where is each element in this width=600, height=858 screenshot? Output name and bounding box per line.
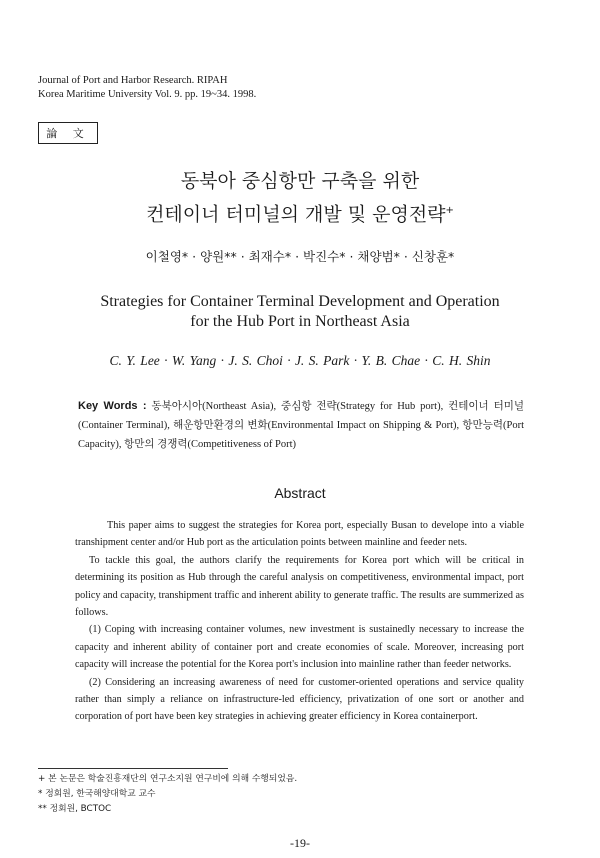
abstract-paragraph: This paper aims to suggest the strategies for Korea port, especially Busan to develope into a viable transhipment center and/or Hub port as the articulation points between mainline and feeder nets. <box>75 520 524 549</box>
english-title <box>0 292 600 332</box>
korean-title-line-2 <box>0 196 600 229</box>
journal-line-2: Korea Maritime University Vol. 9. pp. 19~34. 1998. <box>38 89 257 100</box>
footnote-author-affiliation-2: ** 정회원, BCTOC <box>38 804 112 814</box>
keywords-label: Key Words : <box>78 400 147 412</box>
journal-line-1: Journal of Port and Harbor Research. RIPAH <box>38 75 228 86</box>
english-authors: C. Y. Lee · W. Yang · J. S. Choi · J. S. Park · Y. B. Chae · C. H. Shin <box>109 353 491 368</box>
korean-title-line-2-text: 컨테이너 터미널의 개발 및 운영전략 <box>146 203 446 226</box>
article-type-tag: 論 文 <box>38 122 98 144</box>
footnote-divider <box>38 768 228 769</box>
abstract-paragraph: To tackle this goal, the authors clarify the requirements for Korea port which will be critical in determining its position as Hub through the careful analysis on competitiveness, environmental impact, port policy and capacity, transhipment traffic and inherent ability to generate traffic. The results are summerized as follows. <box>75 554 524 619</box>
abstract-heading: Abstract <box>274 485 326 501</box>
korean-title <box>0 166 600 229</box>
abstract-body <box>75 517 524 726</box>
korean-title-line-1: 동북아 중심항만 구축을 위한 <box>180 170 420 192</box>
english-title-line-1: Strategies for Container Terminal Development and Operation <box>100 293 500 310</box>
footnote-funding: + 본 논문은 학술진흥재단의 연구소지원 연구비에 의해 수행되었음. <box>38 774 298 784</box>
abstract-paragraph: (1) Coping with increasing container volumes, new investment is sustainedly necessary to increase the capacity and inherent ability of container port and create economies of scale. Moreover, increasing port capacity will increase the potential for the Korea port's inclusion into mainline rather than feeder networks. <box>75 624 524 671</box>
abstract-paragraph: (2) Considering an increasing awareness of need for customer-oriented operations and service quality rather than simply a reliance on infrastructure-led efficiency, privatization of one sort or another and corporation of port have been key strategies in achieving greater efficiency in Korea containerport. <box>75 676 524 723</box>
page-number: -19- <box>290 836 310 850</box>
keywords <box>78 397 524 454</box>
title-footnote-mark: + <box>445 205 454 216</box>
footnotes <box>38 772 297 817</box>
korean-authors: 이철영* · 양원** · 최재수* · 박진수* · 채양범* · 신창훈* <box>145 249 455 264</box>
journal-info <box>38 74 256 102</box>
keywords-text: 동북아시아(Northeast Asia), 중심항 전략(Strategy for Hub port), 컨테이너 터미널(Container Terminal), 해운항만환경의 변화(Environmental Impact on Shipping & Port), 항만능력(Port Capacity), 항만의 경쟁력(Competitiveness of Port) <box>78 401 525 450</box>
english-title-line-2: for the Hub Port in Northeast Asia <box>190 313 410 330</box>
footnote-author-affiliation-1: * 정회원, 한국해양대학교 교수 <box>38 789 156 799</box>
